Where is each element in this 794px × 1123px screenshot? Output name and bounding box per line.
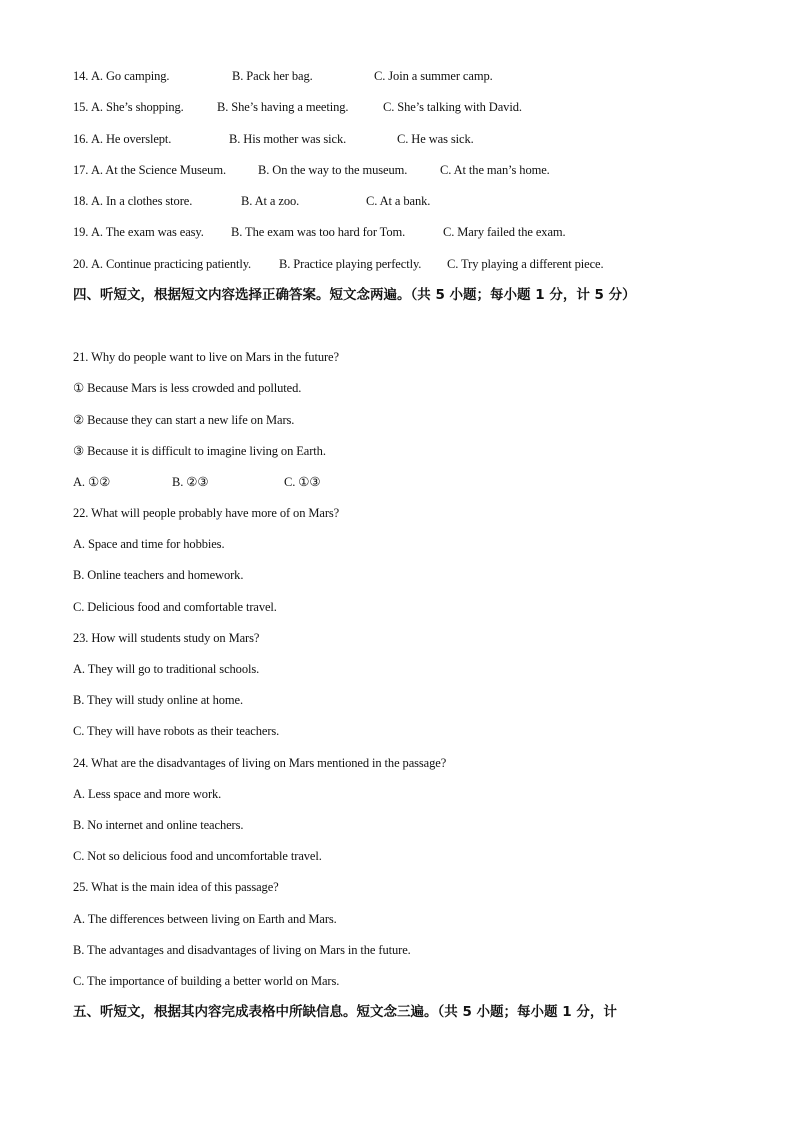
question-number: 14. (73, 69, 89, 83)
question-15 (73, 99, 522, 115)
question-19 (73, 224, 566, 240)
option-b: B. The exam was too hard for Tom. (231, 225, 406, 239)
option-b: B. Pack her bag. (232, 69, 313, 83)
option-c: C. Not so delicious food and uncomfortable travel. (73, 849, 322, 863)
option-b: B. His mother was sick. (229, 132, 347, 146)
statement-2: ② Because they can start a new life on Mars. (73, 413, 295, 427)
question-number: 15. (73, 100, 89, 114)
option-b: B. Practice playing perfectly. (279, 257, 422, 271)
question-20 (73, 256, 604, 272)
option-c: C. At the man’s home. (440, 163, 550, 177)
option-b: B. No internet and online teachers. (73, 818, 244, 832)
option-a: A. In a clothes store. (91, 194, 193, 208)
option-a: A. The differences between living on Earth and Mars. (73, 912, 337, 926)
option-c: C. Try playing a different piece. (447, 257, 604, 271)
question-number: 18. (73, 194, 89, 208)
option-b: B. At a zoo. (241, 194, 300, 208)
question-number: 19. (73, 225, 89, 239)
option-a: A. Less space and more work. (73, 787, 222, 801)
section-5-heading: 五、听短文，根据其内容完成表格中所缺信息。短文念三遍。（共 5 小题；每小题 1 分，计 (73, 1004, 617, 1020)
option-b: B. Online teachers and homework. (73, 568, 244, 582)
question-21-stem: 21. Why do people want to live on Mars in the future? (73, 350, 339, 364)
question-14 (73, 68, 493, 84)
option-a: A. He overslept. (91, 132, 172, 146)
question-23-stem: 23. How will students study on Mars? (73, 631, 260, 645)
question-16 (73, 131, 474, 147)
option-a: A. Space and time for hobbies. (73, 537, 225, 551)
option-c: C. The importance of building a better world on Mars. (73, 974, 340, 988)
question-17 (73, 162, 550, 178)
option-a: A. She’s shopping. (91, 100, 184, 114)
question-number: 17. (73, 163, 89, 177)
question-21-options (73, 474, 321, 490)
option-a: A. Continue practicing patiently. (91, 257, 252, 271)
option-a: A. ①② (73, 475, 111, 489)
option-c: C. ①③ (284, 475, 321, 489)
question-22-stem: 22. What will people probably have more of on Mars? (73, 506, 340, 520)
section-4-heading: 四、听短文，根据短文内容选择正确答案。短文念两遍。（共 5 小题；每小题 1 分，计 5 分） (73, 287, 636, 303)
option-b: B. They will study online at home. (73, 693, 243, 707)
question-24-stem: 24. What are the disadvantages of living on Mars mentioned in the passage? (73, 756, 447, 770)
option-b: B. She’s having a meeting. (217, 100, 349, 114)
option-c: C. At a bank. (366, 194, 431, 208)
option-c: C. Mary failed the exam. (443, 225, 566, 239)
option-a: A. The exam was easy. (91, 225, 204, 239)
statement-3: ③ Because it is difficult to imagine living on Earth. (73, 444, 326, 458)
option-c: C. Delicious food and comfortable travel. (73, 600, 277, 614)
option-a: A. At the Science Museum. (91, 163, 226, 177)
option-b: B. The advantages and disadvantages of living on Mars in the future. (73, 943, 411, 957)
statement-1: ① Because Mars is less crowded and polluted. (73, 381, 302, 395)
question-18 (73, 193, 431, 209)
option-b: B. On the way to the museum. (258, 163, 408, 177)
option-c: C. She’s talking with David. (383, 100, 522, 114)
option-a: A. They will go to traditional schools. (73, 662, 260, 676)
option-a: A. Go camping. (91, 69, 170, 83)
question-number: 20. (73, 257, 89, 271)
question-number: 16. (73, 132, 89, 146)
option-c: C. He was sick. (397, 132, 474, 146)
option-b: B. ②③ (172, 475, 209, 489)
question-25-stem: 25. What is the main idea of this passage? (73, 880, 279, 894)
option-c: C. Join a summer camp. (374, 69, 493, 83)
option-c: C. They will have robots as their teachers. (73, 724, 280, 738)
